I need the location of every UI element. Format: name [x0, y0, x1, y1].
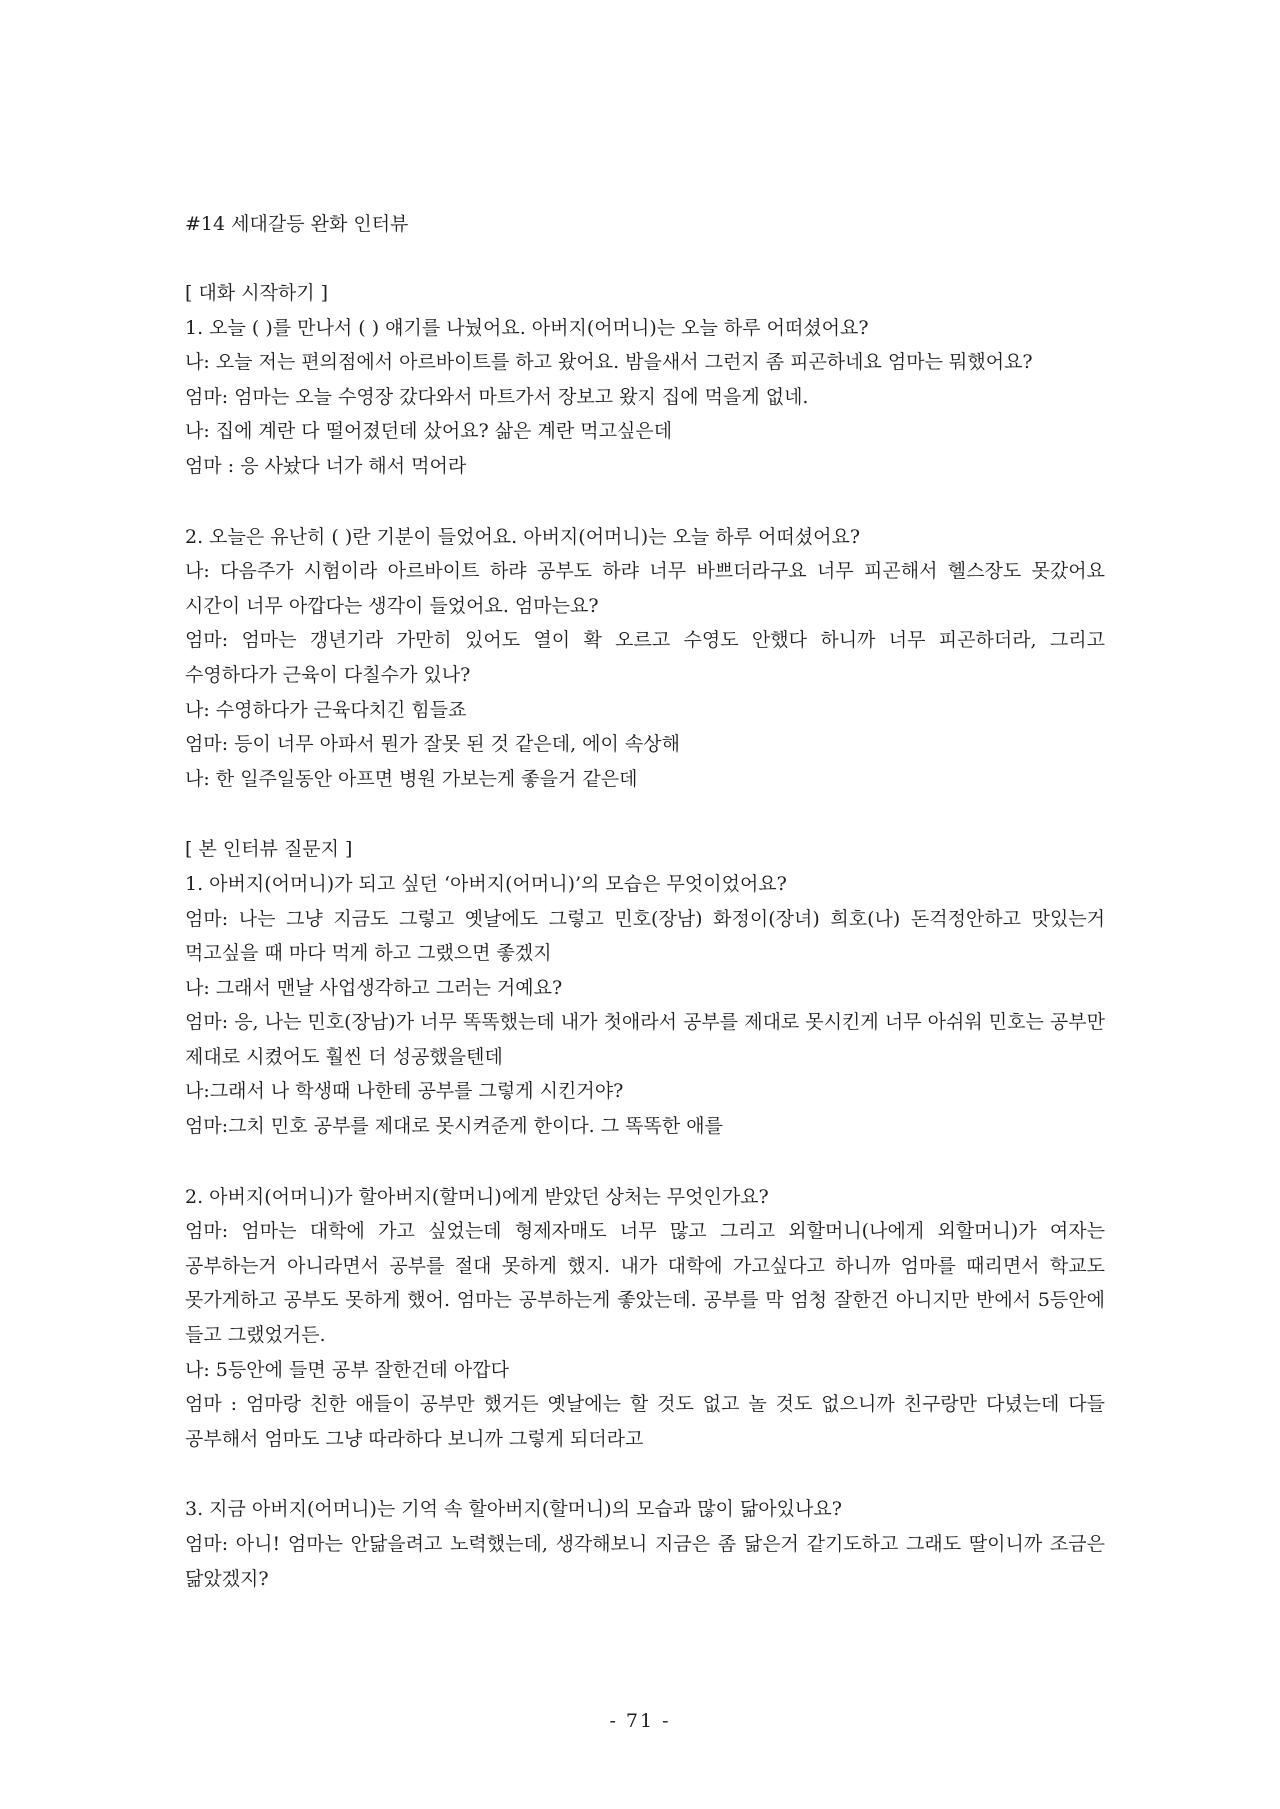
dialogue-line: 1. 아버지(어머니)가 되고 싶던 ‘아버지(어머니)’의 모습은 무엇이었어요? [185, 872, 787, 895]
dialogue-line: 엄마: 응, 나는 민호(장남)가 너무 똑똑했는데 내가 첫애라서 공부를 제대로 못시킨게 너무 아쉬워 민호는 공부만 제대로 시켰어도 훨씬 더 성공했을텐데 [185, 1011, 1105, 1068]
dialogue-line: 엄마:그치 민호 공부를 제대로 못시켜준게 한이다. 그 똑똑한 애를 [185, 1115, 723, 1138]
spacer [185, 484, 1105, 520]
section-heading: [ 대화 시작하기 ] [185, 282, 329, 304]
section-question-2 [185, 520, 1105, 797]
spacer [185, 796, 1105, 832]
dialogue-line: 엄마: 엄마는 대학에 가고 싶었는데 형제자매도 너무 많고 그리고 외할머니(나에게 외할머니)가 여자는 공부하는거 아니라면서 공부를 절대 못하게 했지. 내가 대학에 가고싶다고 하니까 엄마를 때리면서 학교도 못가게하고 공부도 못하게 했어. 엄마는 공부하는게 좋았는데. 공부를 막 엄청 잘한건 아니지만 반에서 5등안에 들고 그랬었거든. [185, 1220, 1105, 1347]
document-body [185, 208, 1105, 1596]
dialogue-line: 엄마: 엄마는 오늘 수영장 갔다와서 마트가서 장보고 왔지 집에 먹을게 없네. [185, 385, 809, 408]
dialogue-line: 나: 그래서 맨날 사업생각하고 그러는 거예요? [185, 976, 563, 999]
document-title: #14 세대갈등 완화 인터뷰 [185, 213, 409, 235]
section-question-resemblance [185, 1492, 1105, 1596]
spacer [185, 240, 1105, 276]
spacer [185, 1144, 1105, 1180]
dialogue-line: 2. 오늘은 유난히 ( )란 기분이 들었어요. 아버지(어머니)는 오늘 하루 어떠셨어요? [185, 525, 861, 548]
dialogue-line: 엄마: 엄마는 갱년기라 가만히 있어도 열이 확 오르고 수영도 안했다 하니까 너무 피곤하더라, 그리고 수영하다가 근육이 다칠수가 있나? [185, 629, 1105, 686]
dialogue-line: 엄마 : 응 사놨다 너가 해서 먹어라 [185, 454, 467, 477]
dialogue-line: 3. 지금 아버지(어머니)는 기억 속 할아버지(할머니)의 모습과 많이 닮아있나요? [185, 1498, 842, 1521]
dialogue-line: 1. 오늘 ( )를 만나서 ( ) 얘기를 나눴어요. 아버지(어머니)는 오늘 하루 어떠셨어요? [185, 316, 869, 339]
dialogue-line: 엄마: 나는 그냥 지금도 그렇고 옛날에도 그렇고 민호(장남) 화정이(장녀) 희호(나) 돈걱정안하고 맛있는거 먹고싶을 때 마다 먹게 하고 그랬으면 좋겠지 [185, 907, 1105, 965]
section-question-wounds [185, 1180, 1105, 1457]
section-main-interview [185, 832, 1105, 1143]
section-conversation-start [185, 276, 1105, 484]
dialogue-line: 나: 한 일주일동안 아프면 병원 가보는게 좋을거 같은데 [185, 767, 638, 790]
dialogue-line: 엄마 : 엄마랑 친한 애들이 공부만 했거든 옛날에는 할 것도 없고 놀 것도 없으니까 친구랑만 다녔는데 다들 공부해서 엄마도 그냥 따라하다 보니까 그렇게 되더라고 [185, 1393, 1105, 1450]
dialogue-line: 나: 다음주가 시험이라 아르바이트 하랴 공부도 하랴 너무 바쁘더라구요 너무 피곤해서 헬스장도 못갔어요 시간이 너무 아깝다는 생각이 들었어요. 엄마는요? [185, 560, 1105, 617]
section-heading: [ 본 인터뷰 질문지 ] [185, 838, 353, 861]
dialogue-line: 나: 5등안에 들면 공부 잘한건데 아깝다 [185, 1358, 509, 1381]
page-number: - 71 - [609, 1710, 671, 1732]
dialogue-line: 나:그래서 나 학생때 나한테 공부를 그렇게 시킨거야? [185, 1080, 624, 1103]
dialogue-line: 나: 수영하다가 근육다치긴 힘들죠 [185, 698, 467, 721]
dialogue-line: 나: 오늘 저는 편의점에서 아르바이트를 하고 왔어요. 밤을새서 그런지 좀 피곤하네요 엄마는 뭐했어요? [185, 351, 1033, 374]
dialogue-line: 엄마: 등이 너무 아파서 뭔가 잘못 된 것 같은데, 에이 속상해 [185, 733, 680, 756]
spacer [185, 1456, 1105, 1492]
dialogue-line: 엄마: 아니! 엄마는 안닮을려고 노력했는데, 생각해보니 지금은 좀 닮은거 같기도하고 그래도 딸이니까 조금은 닮았겠지? [185, 1533, 1105, 1590]
dialogue-line: 2. 아버지(어머니)가 할아버지(할머니)에게 받았던 상처는 무엇인가요? [185, 1185, 769, 1208]
dialogue-line: 나: 집에 계란 다 떨어졌던데 샀어요? 삶은 계란 먹고싶은데 [185, 420, 673, 443]
